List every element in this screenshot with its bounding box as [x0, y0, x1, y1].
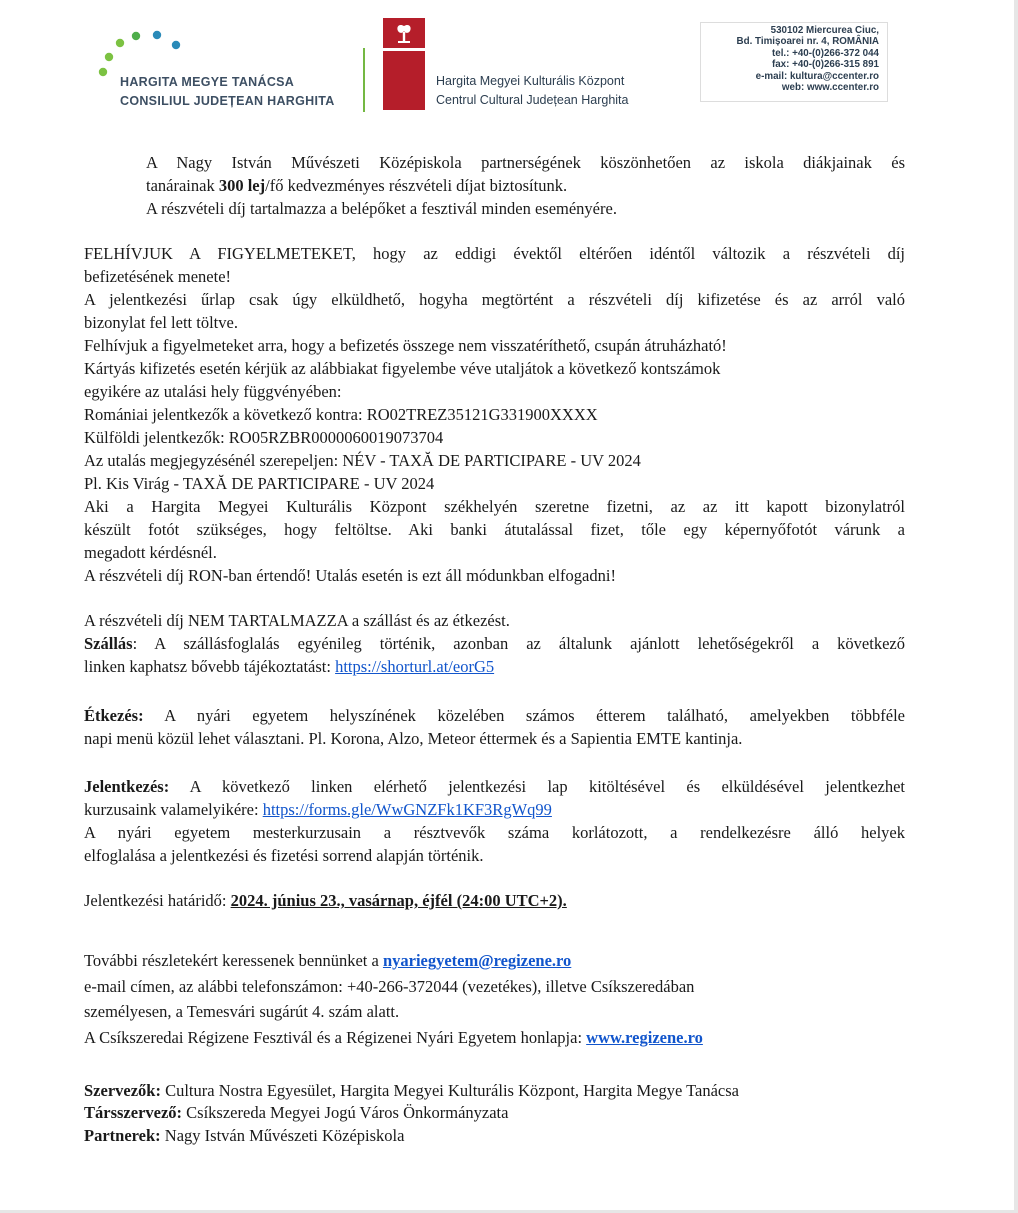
cultural-center-logo-icon — [383, 18, 425, 110]
contact-line: e-mail címen, az alábbi telefonszámon: +40-266-372044 (vezetékes), illetve Csíkszeredában — [84, 977, 695, 996]
header-divider — [363, 48, 365, 112]
deadline-line: Jelentkezési határidő: 2024. június 23., vasárnap, éjfél (24:00 UTC+2). — [84, 891, 567, 910]
registration-line: Jelentkezés: A következő linken elérhető jelentkezési lap kitöltésével és elküldésével jelentkezhet — [84, 777, 905, 796]
notice-line: egyikére az utalási hely függvényében: — [84, 382, 342, 401]
website-line: A Csíkszeredai Régizene Fesztivál és a Régizenei Nyári Egyetem honlapja: www.regizene.ro — [84, 1028, 703, 1047]
deadline-value: 2024. június 23., vasárnap, éjfél (24:00 UTC+2). — [230, 891, 567, 910]
registration-label: Jelentkezés: — [84, 777, 170, 796]
notice-line: készült fotót szükséges, hogy feltöltse. Aki banki átutalással fizet, tőle egy képernyőfotót várunk a — [84, 520, 905, 539]
notice-line: befizetésének menete! — [84, 267, 232, 286]
meals-line: Étkezés: A nyári egyetem helyszínének közelében számos étterem található, amelyekben többféle — [84, 706, 905, 725]
letterhead — [0, 0, 1018, 120]
payment-reference-example: Pl. Kis Virág - TAXĂ DE PARTICIPARE - UV 2024 — [84, 474, 435, 493]
notice-line: Felhívjuk a figyelmeteket arra, hogy a befizetés összege nem visszatéríthető, csupán átruházható! — [84, 336, 727, 355]
notice-line: Kártyás kifizetés esetén kérjük az alábbiakat figyelembe véve utaljátok a következő kontszámok — [84, 359, 721, 378]
iban-foreign: Külföldi jelentkezők: RO05RZBR0000060019073704 — [84, 428, 444, 447]
meals-line: napi menü közül lehet választani. Pl. Korona, Alzo, Meteor éttermek és a Sapientia EMTE kantinja. — [84, 729, 743, 748]
registration-line: A nyári egyetem mesterkurzusain a résztvevők száma korlátozott, a rendelkezésre álló helyek — [84, 823, 905, 842]
registration-line: elfoglalása a jelentkezési és fizetési sorrend alapján történik. — [84, 846, 484, 865]
contact-line: További részletekért keressenek bennünket a nyariegyetem@regizene.ro — [84, 951, 572, 970]
registration-form-link[interactable]: https://forms.gle/WwGNZFk1KF3RgWq99 — [262, 800, 552, 819]
address-block: 530102 Miercurea Ciuc, Bd. Timișoarei nr. 4, ROMÂNIA tel.: +40-(0)266-372 044 fax: +40-(0)266-315 891 e-mail: kultura@ccenter.ro web: www.ccenter.ro — [700, 22, 888, 102]
accommodation-label: Szállás — [84, 634, 133, 653]
notice-line: FELHÍVJUK A FIGYELMETEKET, hogy az eddigi évektől eltérően idéntől változik a részvételi díj — [84, 244, 905, 263]
notice-line: A jelentkezési űrlap csak úgy elküldhető, hogyha megtörtént a részvételi díj kifizetése és az arról való — [84, 290, 905, 309]
contact-line: személyesen, a Temesvári sugárút 4. szám alatt. — [84, 1002, 400, 1021]
partners-line: Partnerek: Nagy István Művészeti Középiskola — [84, 1126, 405, 1145]
fee-includes-line: A részvételi díj tartalmazza a belépőket a fesztivál minden eseményére. — [146, 199, 617, 218]
contact-email-link[interactable]: nyariegyetem@regizene.ro — [382, 951, 572, 970]
payment-reference: Az utalás megjegyzésénél szerepeljen: NÉV - TAXĂ DE PARTICIPARE - UV 2024 — [84, 451, 641, 470]
meals-label: Étkezés: — [84, 706, 144, 725]
page-edge-right — [1014, 0, 1018, 1213]
accommodation-line: Szállás: A szállásfoglalás egyénileg történik, azonban az általunk ajánlott lehetőségekről a következő — [84, 634, 905, 653]
cultural-center-name: Hargita Megyei Kulturális Központ Centrul Cultural Județean Harghita — [436, 74, 629, 107]
notice-line: A részvételi díj RON-ban értendő! Utalás esetén is ezt áll módunkban elfogadni! — [84, 566, 616, 585]
website-link[interactable]: www.regizene.ro — [586, 1028, 703, 1047]
notice-line: megadott kérdésnél. — [84, 543, 217, 562]
county-council-name: HARGITA MEGYE TANÁCSA CONSILIUL JUDEȚEAN HARGHITA — [120, 75, 335, 108]
registration-line: kurzusaink valamelyikére: https://forms.gle/WwGNZFk1KF3RgWq99 — [84, 800, 552, 819]
notice-line: bizonylat fel lett töltve. — [84, 313, 238, 332]
iban-romania: Romániai jelentkezők a következő kontra: RO02TREZ35121G331900XXXX — [84, 405, 598, 424]
discount-amount: 300 lej — [218, 176, 266, 195]
fee-excludes-line: A részvételi díj NEM TARTALMAZZA a szállást és az étkezést. — [84, 611, 510, 630]
notice-line: Aki a Hargita Megyei Kulturális Központ székhelyén szeretne fizetni, az az itt kapott bizonylatról — [84, 497, 905, 516]
accommodation-line: linken kaphatsz bővebb tájékoztatást: https://shorturl.at/eorG5 — [84, 657, 495, 676]
discount-text-line: A Nagy István Művészeti Középiskola partnerségének köszönhetően az iskola diákjainak és — [146, 153, 905, 172]
accommodation-link[interactable]: https://shorturl.at/eorG5 — [335, 657, 495, 676]
organizers-line: Szervezők: Cultura Nostra Egyesület, Hargita Megyei Kulturális Központ, Hargita Megye Tanácsa — [84, 1081, 740, 1100]
co-organizer-line: Társszervező: Csíkszereda Megyei Jogú Város Önkormányzata — [84, 1103, 509, 1122]
discount-text-line: tanárainak 300 lej/fő kedvezményes részvételi díjat biztosítunk. — [146, 176, 568, 195]
